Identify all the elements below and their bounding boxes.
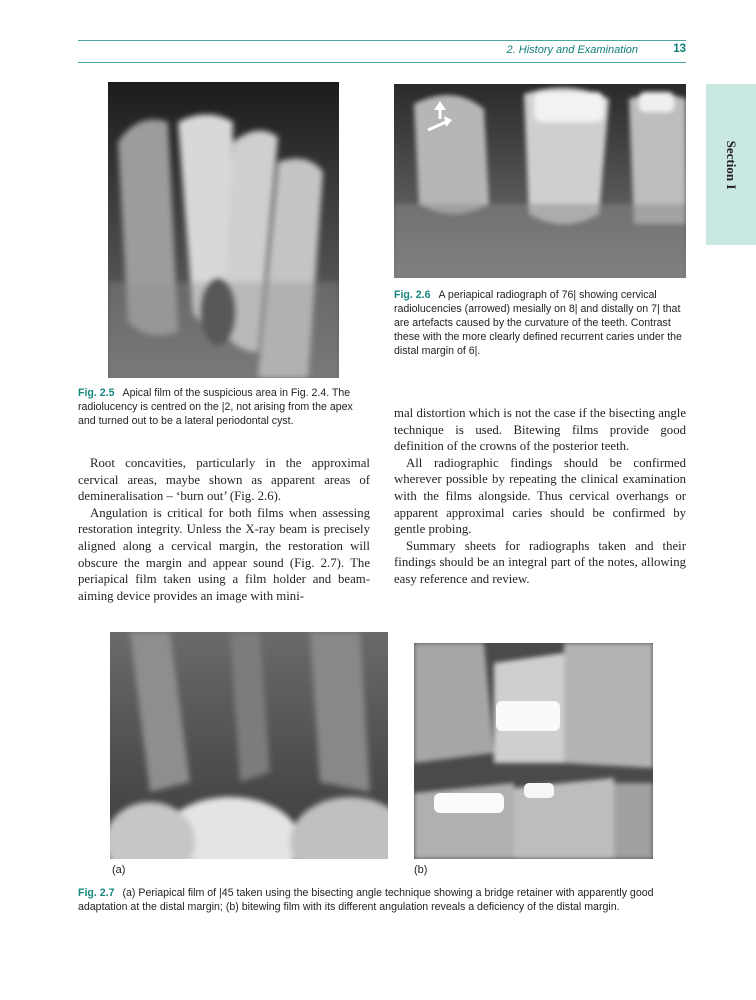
header-rule-top [78,40,686,41]
fig-2-6-caption [394,288,686,358]
fig-2-5-caption-text: Apical film of the suspicious area in Fig. 2.4. The radiolucency is centred on the |2, not arising from the apex and turned out to be a lateral periodontal cyst. [78,387,353,427]
fig-2-7a-label: (a) [112,864,126,876]
left-column-text [78,455,370,604]
fig-2-5-caption [78,386,370,428]
fig-2-7-label: Fig. 2.7 [78,887,115,899]
fig-2-7b-radiograph [414,643,653,859]
fig-2-7a-radiograph [110,632,388,859]
right-paragraph-3: Summary sheets for radiographs taken and their findings should be an integral part of the notes, allowing easy reference and review. [394,538,686,586]
left-paragraph-1: Root concavities, particularly in the approximal cervical areas, maybe shown as apparent areas of demineralisation – ‘burn out’ (Fig. 2.6). [78,456,370,504]
fig-2-6-label: Fig. 2.6 [394,289,431,301]
section-tab-label: Section I [724,140,739,189]
fig-2-6-radiograph [394,84,686,278]
right-paragraph-1: mal distortion which is not the case if the bisecting angle technique is used. Bitewing films provide good definition of the crowns of the posterior teeth. [394,406,686,454]
left-paragraph-2: Angulation is critical for both films when assessing restoration integrity. Unless the X-ray beam is precisely aligned along a cervical margin, the restoration will obscure the margin and appear sound (Fig. 2.7). The periapical film taken using a film holder and beam-aiming device provides an image with mini- [78,505,370,603]
fig-2-6-caption-text: A periapical radiograph of 76| showing cervical radiolucencies (arrowed) mesially on 8| and distally on 7| that are artefacts caused by the curvature of the teeth. Contrast these with the more clearly defined recurrent caries under the distal margin of 6|. [394,289,682,357]
fig-2-5-label: Fig. 2.5 [78,387,115,399]
fig-2-7-caption-text: (a) Periapical film of |45 taken using the bisecting angle technique showing a bridge retainer with apparently good adaptation at the distal margin; (b) bitewing film with its different angulation reveals a deficiency of the distal margin. [78,887,654,913]
right-paragraph-2: All radiographic findings should be confirmed wherever possible by repeating the clinical examination with the films alongside. Thus cervical overhangs or apparent approximal caries should be confirmed by gentle probing. [394,455,686,537]
fig-2-5-radiograph [108,82,339,378]
section-tab [706,84,756,245]
running-head: 2. History and Examination [506,44,638,56]
fig-2-7b-label: (b) [414,864,428,876]
fig-2-7-caption [78,886,686,914]
page-number: 13 [673,43,686,55]
header-rule-bottom [78,62,686,63]
right-column-text [394,405,686,588]
